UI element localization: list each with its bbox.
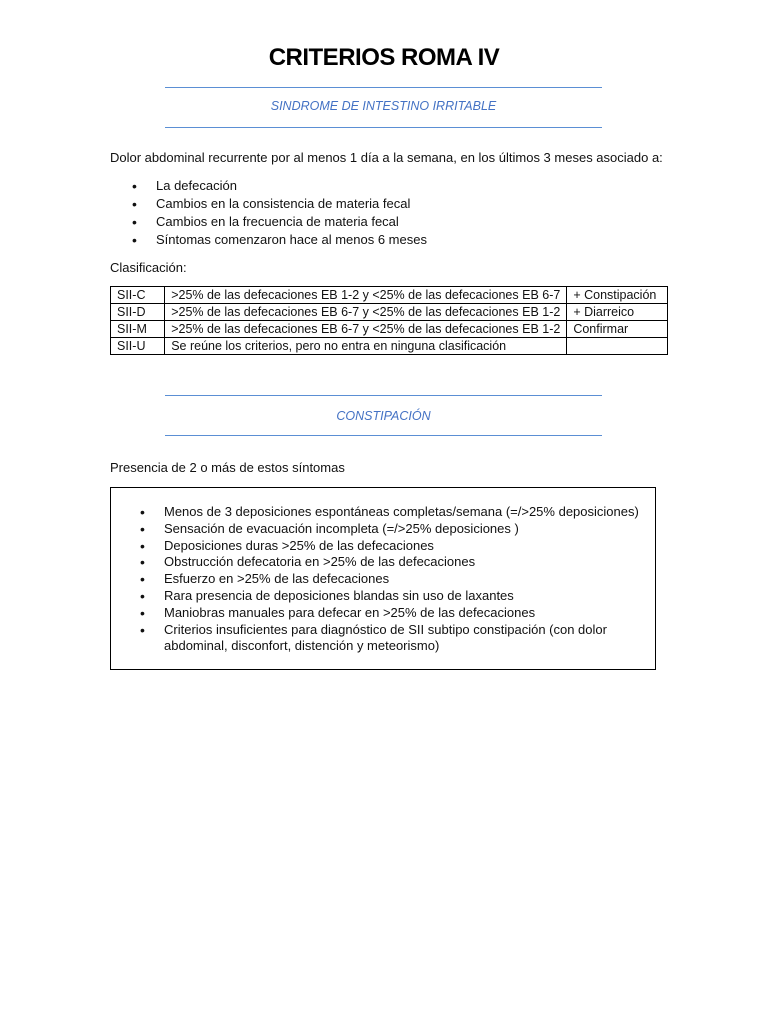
list-item: • Obstrucción defecatoria en >25% de las defecaciones <box>164 554 644 571</box>
table-row <box>111 338 668 355</box>
table-cell: SII-C <box>111 287 165 304</box>
table-row <box>111 321 668 338</box>
table-row <box>111 304 668 321</box>
table-cell <box>567 338 668 355</box>
table-cell: Se reúne los criterios, pero no entra en ninguna clasificación <box>165 338 567 355</box>
table-cell: Confirmar <box>567 321 668 338</box>
divider-line <box>165 87 602 88</box>
section-heading-sii: SINDROME DE INTESTINO IRRITABLE <box>270 99 497 113</box>
list-item: • Deposiciones duras >25% de las defecaciones <box>164 538 644 555</box>
table-cell: SII-D <box>111 304 165 321</box>
table-cell: >25% de las defecaciones EB 1-2 y <25% de las defecaciones EB 6-7 <box>165 287 567 304</box>
page-title: CRITERIOS ROMA IV <box>268 44 500 71</box>
sii-criteria-list <box>156 177 427 249</box>
list-item: • Sensación de evacuación incompleta (=/>25% deposiciones ) <box>164 521 644 538</box>
list-item: • Rara presencia de deposiciones blandas sin uso de laxantes <box>164 588 644 605</box>
table-cell: >25% de las defecaciones EB 6-7 y <25% de las defecaciones EB 1-2 <box>165 304 567 321</box>
constipacion-intro-text: Presencia de 2 o más de estos síntomas <box>110 460 345 475</box>
table-cell: SII-U <box>111 338 165 355</box>
table-cell: + Diarreico <box>567 304 668 321</box>
table-cell: SII-M <box>111 321 165 338</box>
list-item: • Cambios en la frecuencia de materia fecal <box>156 213 427 231</box>
constipacion-criteria-list <box>164 504 644 655</box>
table-cell: >25% de las defecaciones EB 6-7 y <25% de las defecaciones EB 1-2 <box>165 321 567 338</box>
list-item: • Cambios en la consistencia de materia fecal <box>156 195 427 213</box>
list-item: • Criterios insuficientes para diagnóstico de SII subtipo constipación (con dolor abdominal, disconfort, distención y meteorismo) <box>164 622 644 656</box>
list-item: • Menos de 3 deposiciones espontáneas completas/semana (=/>25% deposiciones) <box>164 504 644 521</box>
classification-label: Clasificación: <box>110 260 187 275</box>
list-item: • Síntomas comenzaron hace al menos 6 meses <box>156 231 427 249</box>
section-heading-constipacion: CONSTIPACIÓN <box>336 409 431 423</box>
table-cell: + Constipación <box>567 287 668 304</box>
classification-table <box>110 286 668 355</box>
list-item: • La defecación <box>156 177 427 195</box>
divider-line <box>165 127 602 128</box>
sii-intro-text: Dolor abdominal recurrente por al menos 1 día a la semana, en los últimos 3 meses asociado a: <box>110 150 663 165</box>
list-item: • Esfuerzo en >25% de las defecaciones <box>164 571 644 588</box>
list-item: • Maniobras manuales para defecar en >25% de las defecaciones <box>164 605 644 622</box>
table-row <box>111 287 668 304</box>
divider-line <box>165 395 602 396</box>
divider-line <box>165 435 602 436</box>
